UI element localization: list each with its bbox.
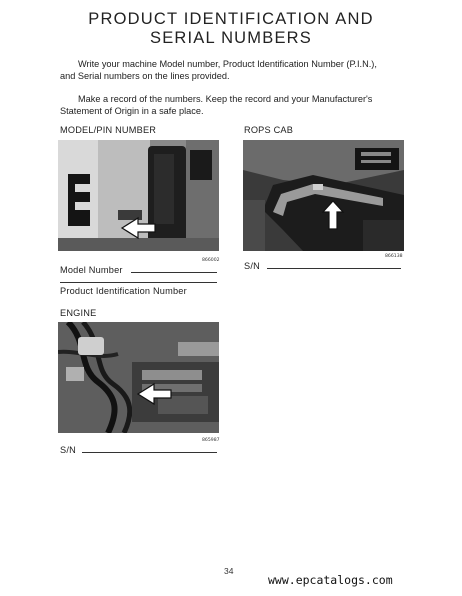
rops-cab-photo [243, 140, 404, 251]
engine-heading: ENGINE [60, 308, 97, 318]
engine-sn-label: S/N [60, 445, 76, 455]
pin-blank[interactable] [60, 282, 217, 283]
model-pin-heading: MODEL/PIN NUMBER [60, 125, 157, 135]
engine-photo-code: 865987 [202, 438, 220, 443]
rops-cab-photo-code: 866138 [385, 254, 403, 259]
rops-cab-heading: ROPS CAB [244, 125, 294, 135]
watermark: www.epcatalogs.com [268, 573, 393, 587]
intro-paragraph-1-line-2: and Serial numbers on the lines provided. [60, 71, 230, 81]
rops-sn-blank[interactable] [267, 268, 401, 269]
engine-sn-blank[interactable] [82, 452, 217, 453]
page-title-line-2: SERIAL NUMBERS [150, 29, 312, 47]
intro-paragraph-2-line-1: Make a record of the numbers. Keep the record and your Manufacturer's [78, 94, 373, 104]
model-pin-photo [58, 140, 219, 251]
page-number: 34 [224, 566, 234, 576]
engine-photo [58, 322, 219, 433]
page-title-line-1: PRODUCT IDENTIFICATION AND [88, 10, 374, 28]
intro-paragraph-2-line-2: Statement of Origin in a safe place. [60, 106, 204, 116]
rops-sn-label: S/N [244, 261, 260, 271]
model-number-blank[interactable] [131, 272, 217, 273]
model-number-label: Model Number [60, 265, 123, 275]
intro-paragraph-1-line-1: Write your machine Model number, Product Identification Number (P.I.N.), [78, 59, 377, 69]
model-pin-photo-code: 866002 [202, 258, 220, 263]
pin-label: Product Identification Number [60, 286, 187, 296]
